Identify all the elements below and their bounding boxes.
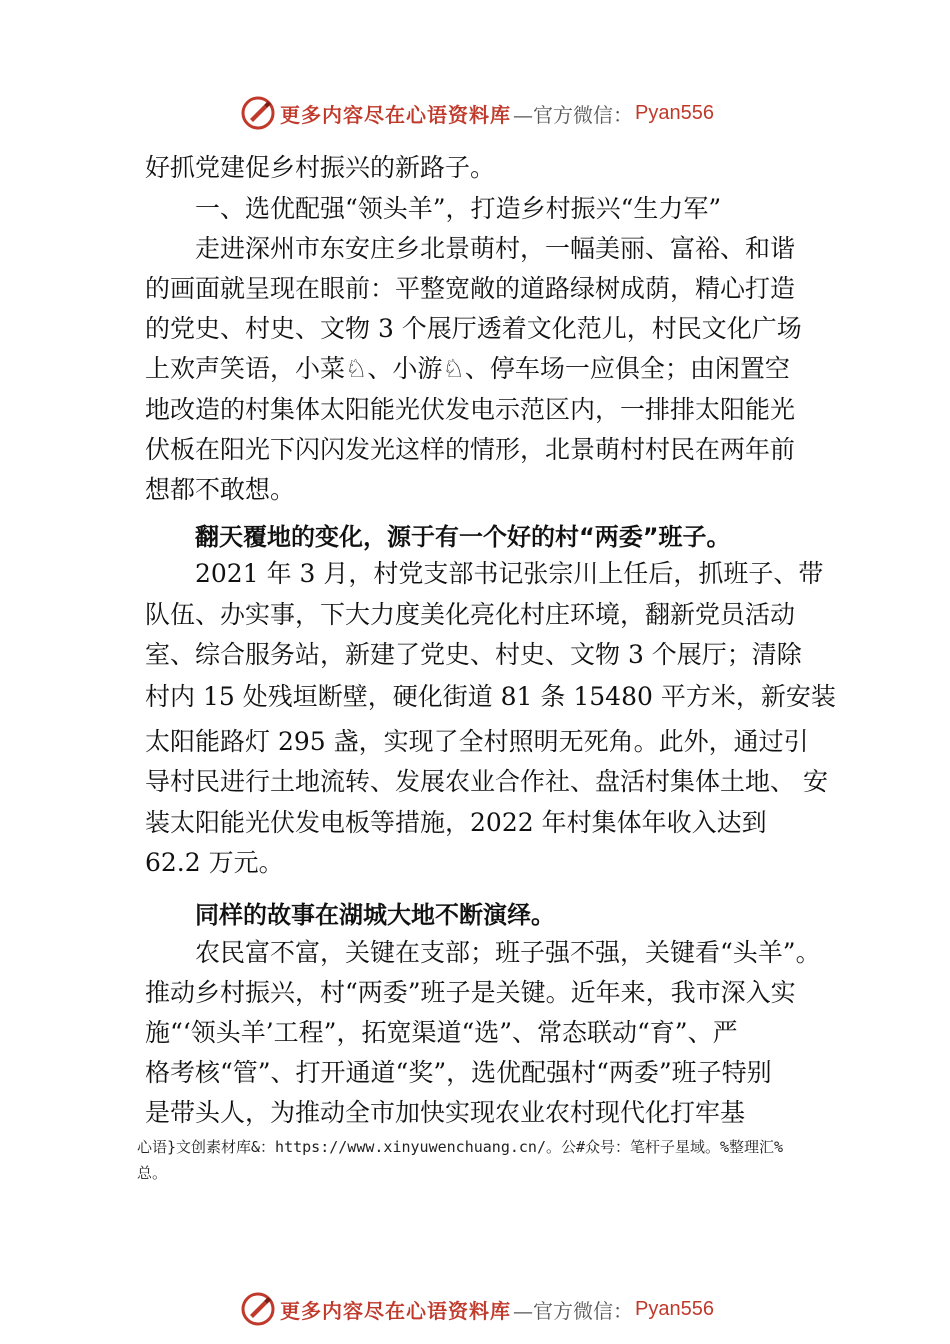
header-banner: [240, 93, 714, 133]
brand-logo-icon: [240, 95, 276, 131]
footer-wechat-label: —官方微信：: [513, 1298, 633, 1323]
body-line: 2021 年 3 月，村党支部书记张宗川上任后，抓班子、带: [195, 559, 824, 588]
body-line: 伏板在阳光下闪闪发光这样的情形，北景萌村村民在两年前: [145, 435, 796, 464]
body-line: 农民富不富，关键在支部；班子强不强，关键看“头羊”。: [195, 938, 821, 967]
header-wechat-id: Pyan556: [635, 101, 714, 124]
body-line: 的党史、村史、文物 3 个展厅透着文化范儿，村民文化广场: [145, 314, 802, 343]
body-line: 太阳能路灯 295 盏，实现了全村照明无死角。此外，通过引: [145, 727, 809, 756]
header-wechat-label: —官方微信：: [513, 102, 633, 127]
body-line: 上欢声笑语，小菜♘、小游♘、停车场一应俱全；由闲置空: [145, 354, 790, 383]
footer-note: 总。: [137, 1164, 168, 1182]
body-line: 队伍、办实事，下大力度美化亮化村庄环境，翻新党员活动: [145, 600, 796, 629]
body-line: 想都不敢想。: [145, 475, 296, 504]
body-line: 装太阳能光伏发电板等措施，2022 年村集体年收入达到: [145, 808, 767, 837]
bold-heading: 同样的故事在湖城大地不断演绎。: [195, 901, 555, 929]
brand-logo-icon: [240, 1291, 276, 1327]
footer-banner: [240, 1289, 714, 1329]
body-line: 施“‘领头羊’工程”，拓宽渠道“选”、常态联动“育”、严: [145, 1018, 738, 1047]
body-line: 导村民进行土地流转、发展农业合作社、盘活村集体土地、 安: [145, 767, 828, 796]
body-line: 格考核“管”、打开通道“奖”，选优配强村“两委”班子特别: [145, 1058, 772, 1087]
footer-title: 更多内容尽在心语资料库: [280, 1298, 511, 1323]
bold-heading: 翻天覆地的变化，源于有一个好的村“两委”班子。: [195, 523, 731, 551]
section-heading: 一、选优配强“领头羊”，打造乡村振兴“生力军”: [195, 194, 722, 223]
body-line: 推动乡村振兴，村“两委”班子是关键。近年来，我市深入实: [145, 978, 796, 1007]
body-line: 走进深州市东安庄乡北景萌村，一幅美丽、富裕、和谐: [195, 234, 796, 263]
body-line: 室、综合服务站，新建了党史、村史、文物 3 个展厅；清除: [145, 640, 802, 669]
body-line: 62.2 万元。: [145, 848, 284, 877]
footer-note: 心语}文创素材库&：https://www.xinyuwenchuang.cn/。公#众号：笔杆子星域。%整理汇%: [137, 1138, 784, 1156]
header-title: 更多内容尽在心语资料库: [280, 102, 511, 127]
body-line: 好抓党建促乡村振兴的新路子。: [145, 153, 496, 182]
footer-wechat-id: Pyan556: [635, 1297, 714, 1320]
body-line: 地改造的村集体太阳能光伏发电示范区内，一排排太阳能光: [145, 395, 796, 424]
body-line: 村内 15 处残垣断壁，硬化街道 81 条 15480 平方米，新安装: [145, 682, 836, 711]
body-line: 是带头人，为推动全市加快实现农业农村现代化打牢基: [145, 1098, 746, 1127]
body-line: 的画面就呈现在眼前：平整宽敞的道路绿树成荫，精心打造: [145, 274, 796, 303]
